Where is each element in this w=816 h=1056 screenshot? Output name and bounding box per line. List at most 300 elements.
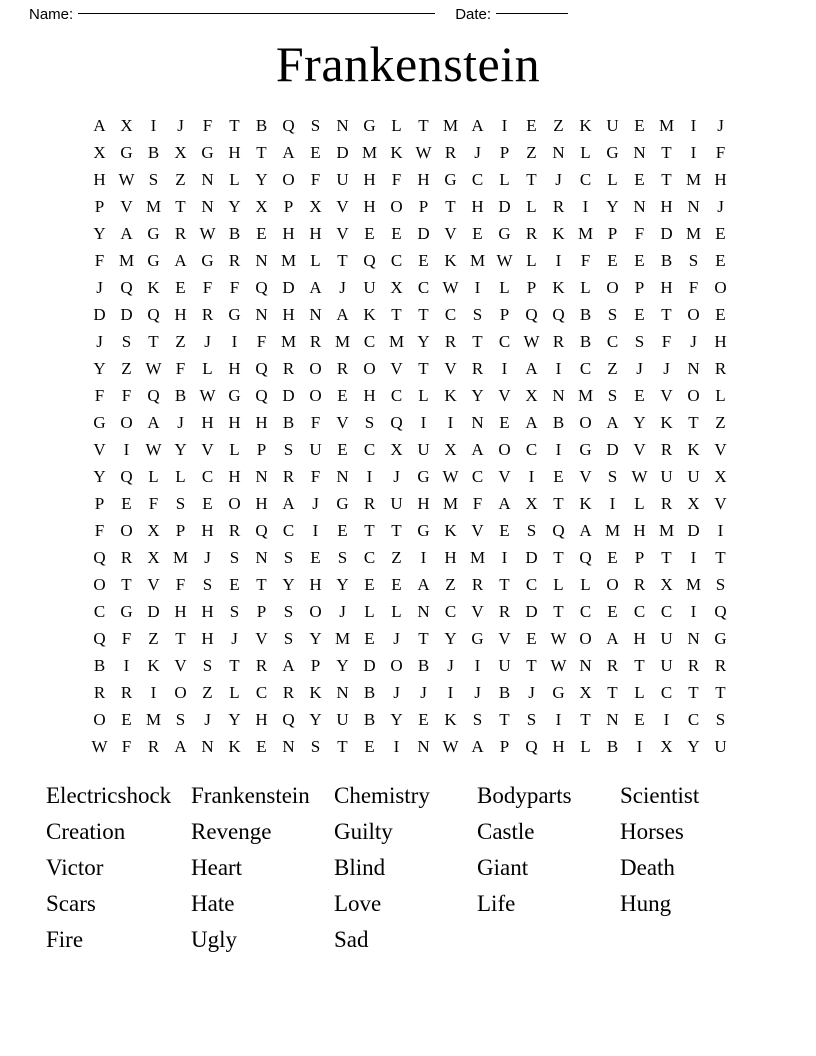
- word-list-item[interactable]: Fire: [46, 927, 84, 952]
- grid-cell[interactable]: P: [256, 602, 267, 621]
- grid-cell[interactable]: R: [552, 197, 565, 216]
- grid-cell[interactable]: M: [172, 548, 189, 567]
- grid-cell[interactable]: W: [91, 737, 108, 756]
- grid-cell[interactable]: Y: [444, 629, 457, 648]
- grid-cell[interactable]: N: [687, 629, 700, 648]
- grid-cell[interactable]: D: [282, 386, 295, 405]
- grid-cell[interactable]: Z: [175, 332, 186, 351]
- grid-cell[interactable]: R: [120, 548, 133, 567]
- grid-cell[interactable]: R: [714, 359, 727, 378]
- grid-cell[interactable]: V: [120, 197, 133, 216]
- grid-cell[interactable]: T: [148, 332, 159, 351]
- grid-cell[interactable]: T: [688, 413, 699, 432]
- grid-cell[interactable]: O: [93, 575, 106, 594]
- word-list-item[interactable]: Sad: [334, 927, 369, 952]
- grid-cell[interactable]: M: [469, 548, 486, 567]
- grid-cell[interactable]: M: [604, 521, 621, 540]
- grid-cell[interactable]: P: [175, 521, 186, 540]
- grid-cell[interactable]: J: [447, 656, 454, 675]
- grid-cell[interactable]: R: [309, 332, 322, 351]
- grid-cell[interactable]: C: [93, 602, 106, 621]
- grid-cell[interactable]: K: [390, 143, 403, 162]
- grid-cell[interactable]: H: [228, 359, 241, 378]
- grid-cell[interactable]: N: [255, 548, 268, 567]
- grid-cell[interactable]: V: [498, 467, 511, 486]
- grid-cell[interactable]: Z: [526, 143, 537, 162]
- grid-cell[interactable]: U: [714, 737, 727, 756]
- grid-cell[interactable]: V: [633, 440, 646, 459]
- grid-cell[interactable]: E: [310, 548, 321, 567]
- grid-cell[interactable]: P: [94, 197, 105, 216]
- grid-cell[interactable]: E: [526, 116, 537, 135]
- grid-cell[interactable]: O: [363, 359, 376, 378]
- grid-cell[interactable]: U: [363, 278, 376, 297]
- grid-cell[interactable]: Y: [471, 386, 484, 405]
- grid-cell[interactable]: J: [474, 683, 481, 702]
- grid-cell[interactable]: Z: [445, 575, 456, 594]
- grid-cell[interactable]: A: [525, 413, 538, 432]
- grid-cell[interactable]: Q: [390, 413, 403, 432]
- grid-cell[interactable]: R: [201, 305, 214, 324]
- grid-cell[interactable]: U: [606, 116, 619, 135]
- grid-cell[interactable]: E: [310, 143, 321, 162]
- grid-cell[interactable]: M: [334, 332, 351, 351]
- grid-cell[interactable]: L: [715, 386, 726, 405]
- grid-cell[interactable]: B: [579, 332, 592, 351]
- grid-cell[interactable]: E: [607, 548, 618, 567]
- grid-cell[interactable]: V: [498, 386, 511, 405]
- grid-cell[interactable]: W: [523, 332, 540, 351]
- grid-cell[interactable]: W: [442, 467, 459, 486]
- grid-cell[interactable]: L: [310, 251, 321, 270]
- grid-cell[interactable]: E: [391, 224, 402, 243]
- grid-cell[interactable]: K: [687, 440, 700, 459]
- grid-cell[interactable]: X: [660, 575, 673, 594]
- grid-cell[interactable]: T: [553, 494, 564, 513]
- grid-cell[interactable]: O: [714, 278, 727, 297]
- grid-cell[interactable]: A: [174, 737, 187, 756]
- grid-cell[interactable]: B: [93, 656, 106, 675]
- grid-cell[interactable]: I: [123, 440, 130, 459]
- grid-cell[interactable]: E: [526, 629, 537, 648]
- grid-cell[interactable]: I: [123, 656, 130, 675]
- grid-cell[interactable]: T: [175, 629, 186, 648]
- grid-cell[interactable]: G: [417, 467, 430, 486]
- grid-cell[interactable]: H: [93, 170, 106, 189]
- grid-cell[interactable]: V: [336, 413, 349, 432]
- grid-cell[interactable]: X: [93, 143, 106, 162]
- grid-cell[interactable]: M: [658, 521, 675, 540]
- grid-cell[interactable]: H: [417, 494, 430, 513]
- grid-cell[interactable]: M: [658, 116, 675, 135]
- grid-cell[interactable]: O: [228, 494, 241, 513]
- grid-cell[interactable]: Q: [525, 737, 538, 756]
- grid-cell[interactable]: A: [147, 413, 160, 432]
- grid-cell[interactable]: Z: [553, 116, 564, 135]
- grid-cell[interactable]: D: [93, 305, 106, 324]
- grid-cell[interactable]: D: [336, 143, 349, 162]
- grid-cell[interactable]: B: [282, 413, 295, 432]
- grid-cell[interactable]: X: [309, 197, 322, 216]
- grid-cell[interactable]: C: [363, 440, 376, 459]
- grid-cell[interactable]: C: [633, 602, 646, 621]
- grid-cell[interactable]: Q: [363, 251, 376, 270]
- grid-cell[interactable]: B: [579, 305, 592, 324]
- grid-cell[interactable]: U: [336, 710, 349, 729]
- grid-cell[interactable]: V: [255, 629, 268, 648]
- grid-cell[interactable]: O: [606, 575, 619, 594]
- grid-cell[interactable]: R: [147, 737, 160, 756]
- grid-cell[interactable]: F: [391, 170, 402, 189]
- grid-cell[interactable]: V: [93, 440, 106, 459]
- grid-cell[interactable]: Y: [687, 737, 700, 756]
- grid-cell[interactable]: U: [660, 656, 673, 675]
- grid-cell[interactable]: I: [690, 143, 697, 162]
- grid-cell[interactable]: I: [447, 683, 454, 702]
- grid-cell[interactable]: H: [255, 413, 268, 432]
- grid-cell[interactable]: I: [474, 656, 481, 675]
- grid-cell[interactable]: Z: [391, 548, 402, 567]
- grid-cell[interactable]: F: [202, 278, 213, 297]
- grid-cell[interactable]: T: [553, 548, 564, 567]
- grid-cell[interactable]: V: [201, 440, 214, 459]
- grid-cell[interactable]: Q: [255, 521, 268, 540]
- grid-cell[interactable]: S: [337, 548, 348, 567]
- word-list-item[interactable]: Frankenstein: [191, 783, 310, 808]
- grid-cell[interactable]: F: [175, 359, 186, 378]
- grid-cell[interactable]: G: [120, 143, 133, 162]
- grid-cell[interactable]: N: [201, 170, 214, 189]
- grid-cell[interactable]: E: [337, 521, 348, 540]
- grid-cell[interactable]: T: [526, 170, 537, 189]
- grid-cell[interactable]: W: [442, 737, 459, 756]
- grid-cell[interactable]: V: [714, 494, 727, 513]
- grid-cell[interactable]: A: [417, 575, 430, 594]
- grid-cell[interactable]: A: [525, 359, 538, 378]
- grid-cell[interactable]: S: [634, 332, 645, 351]
- grid-cell[interactable]: Z: [121, 359, 132, 378]
- grid-cell[interactable]: F: [121, 737, 132, 756]
- grid-cell[interactable]: W: [415, 143, 432, 162]
- grid-cell[interactable]: F: [472, 494, 483, 513]
- grid-cell[interactable]: T: [418, 359, 429, 378]
- grid-cell[interactable]: C: [444, 305, 457, 324]
- grid-cell[interactable]: I: [231, 332, 238, 351]
- grid-cell[interactable]: S: [715, 575, 726, 594]
- grid-cell[interactable]: N: [471, 413, 484, 432]
- grid-cell[interactable]: T: [661, 143, 672, 162]
- grid-cell[interactable]: H: [174, 602, 187, 621]
- grid-cell[interactable]: I: [663, 710, 670, 729]
- grid-cell[interactable]: H: [552, 737, 565, 756]
- word-list-item[interactable]: Revenge: [191, 819, 272, 844]
- grid-cell[interactable]: R: [282, 683, 295, 702]
- grid-cell[interactable]: Y: [93, 467, 106, 486]
- grid-cell[interactable]: S: [283, 548, 294, 567]
- grid-cell[interactable]: Q: [714, 602, 727, 621]
- grid-cell[interactable]: T: [364, 521, 375, 540]
- grid-cell[interactable]: J: [204, 710, 211, 729]
- grid-cell[interactable]: J: [393, 467, 400, 486]
- grid-cell[interactable]: N: [255, 251, 268, 270]
- grid-cell[interactable]: T: [445, 197, 456, 216]
- grid-cell[interactable]: J: [204, 548, 211, 567]
- grid-cell[interactable]: D: [363, 656, 376, 675]
- grid-cell[interactable]: R: [282, 467, 295, 486]
- grid-cell[interactable]: L: [202, 359, 213, 378]
- grid-cell[interactable]: X: [687, 494, 700, 513]
- grid-cell[interactable]: H: [228, 467, 241, 486]
- grid-cell[interactable]: N: [309, 305, 322, 324]
- grid-cell[interactable]: O: [309, 602, 322, 621]
- grid-cell[interactable]: Q: [255, 386, 268, 405]
- grid-cell[interactable]: B: [498, 683, 511, 702]
- grid-cell[interactable]: P: [94, 494, 105, 513]
- grid-cell[interactable]: M: [469, 251, 486, 270]
- grid-cell[interactable]: X: [147, 548, 160, 567]
- grid-cell[interactable]: R: [498, 602, 511, 621]
- grid-cell[interactable]: S: [283, 602, 294, 621]
- grid-cell[interactable]: E: [337, 440, 348, 459]
- grid-cell[interactable]: F: [310, 170, 321, 189]
- grid-cell[interactable]: F: [121, 629, 132, 648]
- grid-cell[interactable]: Y: [336, 575, 349, 594]
- grid-cell[interactable]: C: [606, 332, 619, 351]
- grid-cell[interactable]: T: [661, 305, 672, 324]
- grid-cell[interactable]: N: [606, 710, 619, 729]
- grid-cell[interactable]: J: [717, 116, 724, 135]
- grid-cell[interactable]: O: [120, 413, 133, 432]
- grid-cell[interactable]: F: [175, 575, 186, 594]
- grid-cell[interactable]: A: [93, 116, 106, 135]
- grid-cell[interactable]: C: [579, 170, 592, 189]
- grid-cell[interactable]: I: [366, 467, 373, 486]
- grid-cell[interactable]: P: [283, 197, 294, 216]
- grid-cell[interactable]: N: [336, 683, 349, 702]
- grid-cell[interactable]: E: [337, 386, 348, 405]
- grid-cell[interactable]: I: [501, 116, 508, 135]
- grid-cell[interactable]: Y: [309, 629, 322, 648]
- grid-cell[interactable]: G: [552, 683, 565, 702]
- grid-cell[interactable]: W: [199, 386, 216, 405]
- grid-cell[interactable]: O: [687, 305, 700, 324]
- grid-cell[interactable]: M: [118, 251, 135, 270]
- word-list-item[interactable]: Death: [620, 855, 675, 880]
- grid-cell[interactable]: R: [714, 656, 727, 675]
- grid-cell[interactable]: R: [606, 656, 619, 675]
- grid-cell[interactable]: F: [661, 332, 672, 351]
- grid-cell[interactable]: L: [634, 683, 645, 702]
- grid-cell[interactable]: A: [120, 224, 133, 243]
- word-list-item[interactable]: Giant: [477, 855, 529, 880]
- word-list-item[interactable]: Chemistry: [334, 783, 430, 808]
- grid-cell[interactable]: M: [442, 116, 459, 135]
- grid-cell[interactable]: Q: [552, 305, 565, 324]
- grid-cell[interactable]: V: [147, 575, 160, 594]
- grid-cell[interactable]: P: [607, 224, 618, 243]
- grid-cell[interactable]: C: [579, 359, 592, 378]
- grid-cell[interactable]: N: [417, 737, 430, 756]
- grid-cell[interactable]: R: [174, 224, 187, 243]
- grid-cell[interactable]: Y: [309, 710, 322, 729]
- grid-cell[interactable]: T: [472, 332, 483, 351]
- grid-cell[interactable]: Z: [715, 413, 726, 432]
- grid-cell[interactable]: I: [555, 251, 562, 270]
- grid-cell[interactable]: E: [715, 224, 726, 243]
- grid-cell[interactable]: A: [282, 494, 295, 513]
- grid-cell[interactable]: Q: [282, 116, 295, 135]
- grid-cell[interactable]: R: [93, 683, 106, 702]
- grid-cell[interactable]: A: [282, 143, 295, 162]
- grid-cell[interactable]: Y: [174, 440, 187, 459]
- word-list-item[interactable]: Victor: [46, 855, 104, 880]
- grid-cell[interactable]: H: [174, 305, 187, 324]
- grid-cell[interactable]: G: [228, 386, 241, 405]
- grid-cell[interactable]: C: [660, 683, 673, 702]
- grid-cell[interactable]: W: [442, 278, 459, 297]
- grid-cell[interactable]: E: [175, 278, 186, 297]
- grid-cell[interactable]: S: [121, 332, 132, 351]
- grid-cell[interactable]: O: [309, 359, 322, 378]
- word-list-item[interactable]: Life: [477, 891, 516, 916]
- grid-cell[interactable]: J: [204, 332, 211, 351]
- grid-cell[interactable]: J: [717, 197, 724, 216]
- grid-cell[interactable]: H: [714, 332, 727, 351]
- grid-cell[interactable]: I: [393, 737, 400, 756]
- grid-cell[interactable]: E: [634, 710, 645, 729]
- grid-cell[interactable]: R: [687, 656, 700, 675]
- grid-cell[interactable]: B: [552, 413, 565, 432]
- grid-cell[interactable]: T: [229, 656, 240, 675]
- grid-cell[interactable]: O: [579, 629, 592, 648]
- grid-cell[interactable]: N: [255, 305, 268, 324]
- grid-cell[interactable]: S: [688, 251, 699, 270]
- grid-cell[interactable]: Q: [255, 278, 268, 297]
- grid-cell[interactable]: V: [471, 602, 484, 621]
- grid-cell[interactable]: T: [661, 548, 672, 567]
- grid-cell[interactable]: S: [202, 656, 213, 675]
- grid-cell[interactable]: N: [201, 737, 214, 756]
- grid-cell[interactable]: K: [444, 386, 457, 405]
- grid-cell[interactable]: G: [498, 224, 511, 243]
- grid-cell[interactable]: C: [282, 521, 295, 540]
- word-list-item[interactable]: Ugly: [191, 927, 237, 952]
- grid-cell[interactable]: U: [390, 494, 403, 513]
- grid-cell[interactable]: K: [228, 737, 241, 756]
- name-blank-line[interactable]: [78, 12, 435, 14]
- grid-cell[interactable]: J: [177, 116, 184, 135]
- grid-cell[interactable]: K: [309, 683, 322, 702]
- grid-cell[interactable]: E: [634, 170, 645, 189]
- grid-cell[interactable]: M: [685, 575, 702, 594]
- grid-cell[interactable]: R: [336, 359, 349, 378]
- grid-cell[interactable]: L: [580, 278, 591, 297]
- grid-cell[interactable]: Y: [228, 197, 241, 216]
- grid-cell[interactable]: Q: [120, 278, 133, 297]
- grid-cell[interactable]: D: [687, 521, 700, 540]
- grid-cell[interactable]: E: [229, 575, 240, 594]
- grid-cell[interactable]: R: [444, 332, 457, 351]
- grid-cell[interactable]: K: [147, 656, 160, 675]
- grid-cell[interactable]: Y: [633, 413, 646, 432]
- grid-cell[interactable]: U: [309, 440, 322, 459]
- grid-cell[interactable]: Z: [175, 170, 186, 189]
- grid-cell[interactable]: A: [336, 305, 349, 324]
- grid-cell[interactable]: H: [201, 521, 214, 540]
- grid-cell[interactable]: H: [363, 170, 376, 189]
- grid-cell[interactable]: M: [145, 710, 162, 729]
- grid-cell[interactable]: S: [229, 548, 240, 567]
- grid-cell[interactable]: N: [336, 467, 349, 486]
- grid-cell[interactable]: E: [121, 710, 132, 729]
- grid-cell[interactable]: J: [339, 278, 346, 297]
- grid-cell[interactable]: Y: [93, 359, 106, 378]
- grid-cell[interactable]: T: [634, 656, 645, 675]
- grid-cell[interactable]: H: [633, 521, 646, 540]
- grid-cell[interactable]: C: [201, 467, 214, 486]
- grid-cell[interactable]: T: [337, 251, 348, 270]
- word-list-item[interactable]: Castle: [477, 819, 535, 844]
- grid-cell[interactable]: Y: [255, 170, 268, 189]
- grid-cell[interactable]: A: [174, 251, 187, 270]
- grid-cell[interactable]: F: [229, 278, 240, 297]
- grid-cell[interactable]: B: [606, 737, 619, 756]
- grid-cell[interactable]: E: [418, 710, 429, 729]
- word-search-grid[interactable]: [86, 112, 734, 760]
- grid-cell[interactable]: Z: [202, 683, 213, 702]
- grid-cell[interactable]: S: [148, 170, 159, 189]
- grid-cell[interactable]: E: [499, 521, 510, 540]
- grid-cell[interactable]: S: [175, 710, 186, 729]
- grid-cell[interactable]: I: [420, 548, 427, 567]
- grid-cell[interactable]: X: [714, 467, 727, 486]
- grid-cell[interactable]: T: [661, 170, 672, 189]
- grid-cell[interactable]: Y: [390, 710, 403, 729]
- grid-cell[interactable]: I: [474, 278, 481, 297]
- grid-cell[interactable]: Y: [282, 575, 295, 594]
- grid-cell[interactable]: I: [717, 521, 724, 540]
- grid-cell[interactable]: C: [498, 332, 511, 351]
- grid-cell[interactable]: M: [280, 251, 297, 270]
- grid-cell[interactable]: I: [501, 359, 508, 378]
- grid-cell[interactable]: D: [525, 548, 538, 567]
- grid-cell[interactable]: K: [579, 116, 592, 135]
- grid-cell[interactable]: T: [418, 116, 429, 135]
- grid-cell[interactable]: L: [499, 170, 510, 189]
- grid-cell[interactable]: G: [120, 602, 133, 621]
- grid-cell[interactable]: T: [418, 629, 429, 648]
- grid-cell[interactable]: M: [388, 332, 405, 351]
- grid-cell[interactable]: W: [631, 467, 648, 486]
- grid-cell[interactable]: F: [310, 413, 321, 432]
- grid-cell[interactable]: B: [255, 116, 268, 135]
- grid-cell[interactable]: E: [607, 251, 618, 270]
- grid-cell[interactable]: N: [282, 737, 295, 756]
- grid-cell[interactable]: T: [553, 602, 564, 621]
- grid-cell[interactable]: W: [118, 170, 135, 189]
- grid-cell[interactable]: V: [390, 359, 403, 378]
- grid-cell[interactable]: I: [501, 548, 508, 567]
- grid-cell[interactable]: T: [256, 143, 267, 162]
- grid-cell[interactable]: R: [120, 683, 133, 702]
- grid-cell[interactable]: J: [312, 494, 319, 513]
- grid-cell[interactable]: H: [282, 224, 295, 243]
- grid-cell[interactable]: T: [337, 737, 348, 756]
- grid-cell[interactable]: W: [199, 224, 216, 243]
- grid-cell[interactable]: Q: [147, 386, 160, 405]
- grid-cell[interactable]: B: [417, 656, 430, 675]
- grid-cell[interactable]: N: [417, 602, 430, 621]
